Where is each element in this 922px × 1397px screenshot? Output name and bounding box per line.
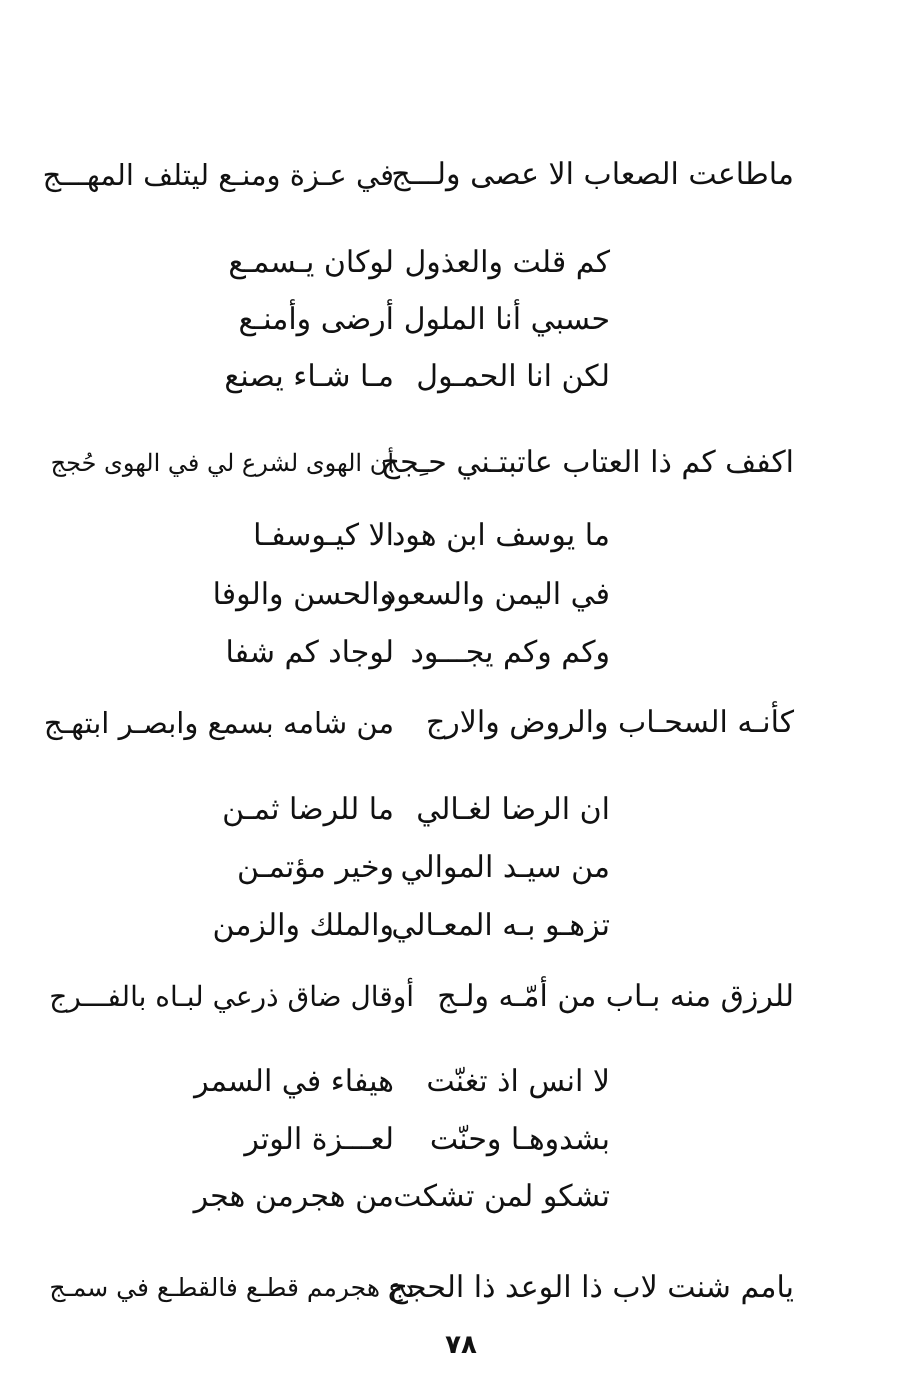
verse-line-8-second-hemistich: لوجاد كم شفا <box>225 635 394 670</box>
verse-line-7-second-hemistich: والحسن والوفا <box>212 577 394 612</box>
verse-line-1-first-hemistich: ماطاعت الصعاب الا عصى ولـــج <box>391 157 794 192</box>
verse-line-6-first-hemistich: ما يوسف ابن هود <box>391 518 610 553</box>
verse-line-1-second-hemistich: في عـزة ومنـع ليتلف المهـــج <box>42 158 394 192</box>
verse-line-3-second-hemistich: أرضى وأمنـع <box>238 302 394 337</box>
verse-line-13-second-hemistich: أوقال ضاق ذرعي لبـاه بالفـــرج <box>49 980 414 1013</box>
verse-line-5-second-hemistich: أن الهوى لشرع لي في الهوى حُجج <box>50 449 394 477</box>
verse-line-13-first-hemistich: للرزق منه بـاب من أمّـه ولـج <box>437 979 794 1014</box>
verse-line-14-first-hemistich: لا انس اذ تغنّت <box>426 1064 610 1099</box>
verse-line-12-first-hemistich: تزهـو بـه المعـالي <box>391 908 610 943</box>
verse-line-11-first-hemistich: من سيـد الموالي <box>400 850 610 885</box>
verse-line-7-first-hemistich: في اليمن والسعود <box>382 577 610 612</box>
verse-line-16-second-hemistich: من هجرمن هجر <box>193 1179 394 1214</box>
verse-line-12-second-hemistich: والملك والزمن <box>212 908 394 943</box>
verse-line-11-second-hemistich: وخير مؤتمـن <box>236 850 394 885</box>
verse-line-15-second-hemistich: لعـــزة الوتر <box>244 1122 394 1157</box>
verse-line-17-first-hemistich: يامم شنت لاب ذا الوعد ذا الحجج <box>388 1270 794 1305</box>
verse-line-14-second-hemistich: هيفاء في السمر <box>194 1064 394 1099</box>
verse-line-4-second-hemistich: مـا شـاء يصنع <box>224 359 394 394</box>
verse-line-2-first-hemistich: كم قلت والعذول <box>404 245 610 280</box>
verse-line-9-second-hemistich: من شامه بسمع وابصـر ابتهـج <box>43 706 394 740</box>
verse-line-5-first-hemistich: اكفف كم ذا العتاب عاتبتـني حـِجج <box>380 445 794 480</box>
verse-line-6-second-hemistich: الا كيـوسفـا <box>253 518 394 553</box>
verse-line-10-first-hemistich: ان الرضا لغـالي <box>416 792 610 827</box>
verse-line-10-second-hemistich: ما للرضا ثمـن <box>222 792 394 827</box>
verse-line-16-first-hemistich: تشكو لمن تشكت <box>393 1179 610 1214</box>
verse-line-17-second-hemistich: دع هجرمم قطـع فالقطـع في سمـج <box>49 1273 414 1302</box>
verse-line-3-first-hemistich: حسبي أنا الملول <box>403 302 610 337</box>
verse-line-9-first-hemistich: كأنـه السحـاب والروض والارج <box>425 705 794 740</box>
page-number: ٧٨ <box>445 1330 477 1360</box>
verse-line-4-first-hemistich: لكن انا الحمـول <box>416 359 610 394</box>
verse-line-8-first-hemistich: وكم وكم يجـــود <box>410 635 610 670</box>
verse-line-15-first-hemistich: بشدوهـا وحنّت <box>429 1122 610 1157</box>
verse-line-2-second-hemistich: لوكان يـسمـع <box>228 245 394 280</box>
